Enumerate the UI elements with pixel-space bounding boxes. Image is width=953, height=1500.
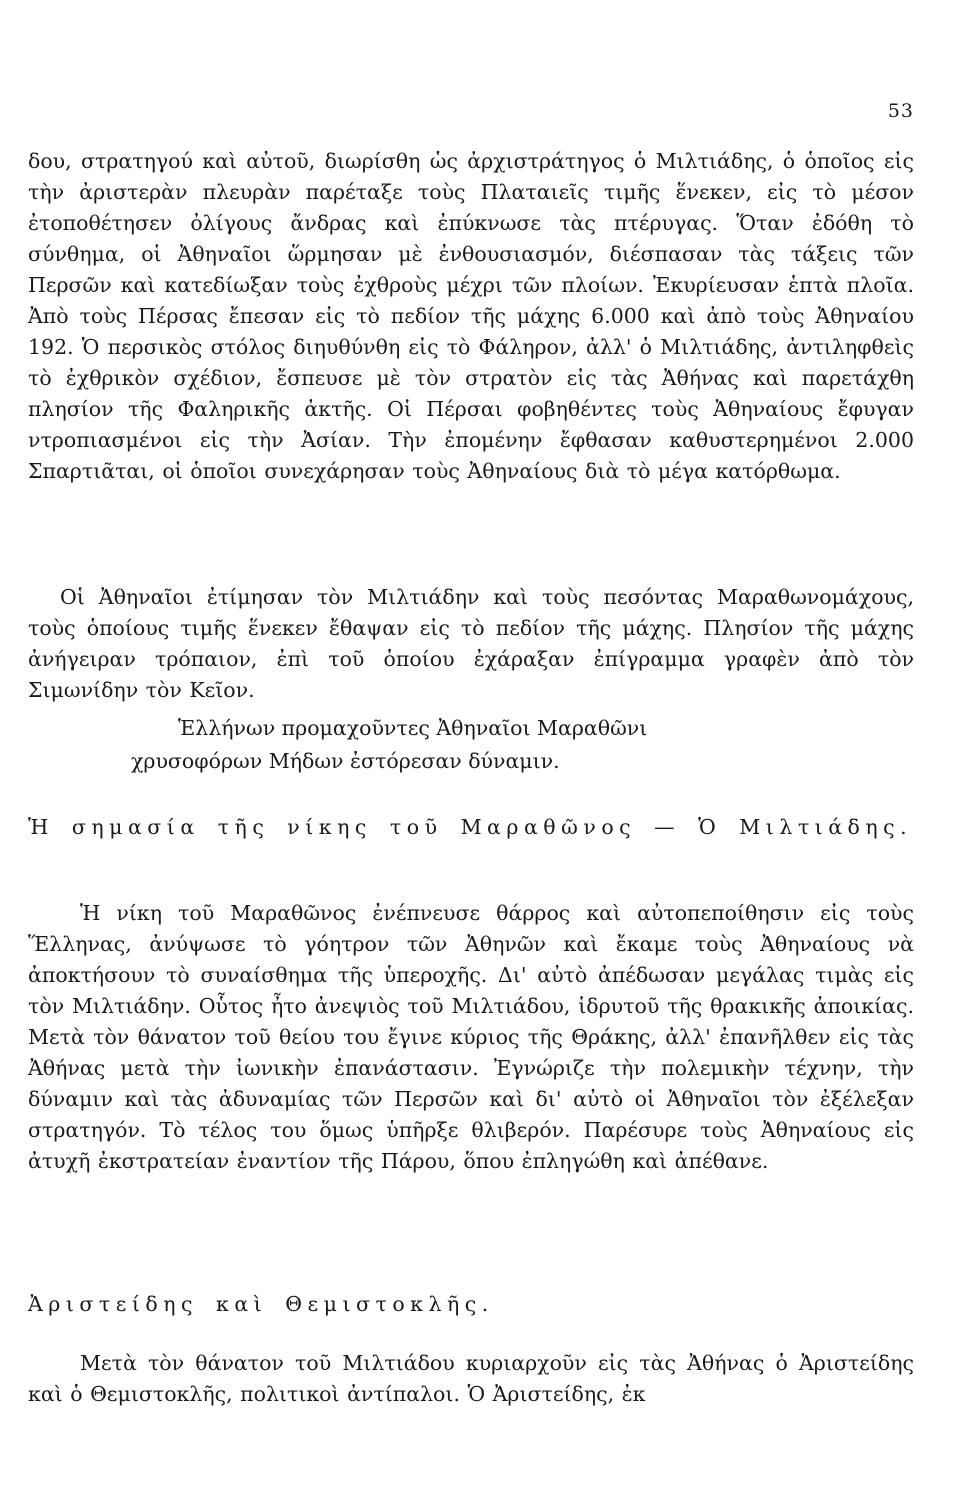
page-number: 53	[887, 100, 914, 122]
paragraph-marathon-battle: δου, στρατηγού καὶ αὐτοῦ, διωρίσθη ὡς ἀρχιστράτηγος ὁ Μιλτιάδης, ὁ ὁποῖος εἰς τὴν ἀριστερὰν πλευρὰν παρέταξε τοὺς Πλαταιεῖς τιμῆς ἕνεκεν, εἰς τὸ μέσον ἐτοποθέτησεν ὀλίγους ἄνδρας καὶ ἐπύκνωσε τὰς πτέρυγας. Ὅταν ἐδόθη τὸ σύνθημα, οἱ Ἀθηναῖοι ὥρμησαν μὲ ἐνθουσιασμόν, διέσπασαν τὰς τάξεις τῶν Περσῶν καὶ κατεδίωξαν τοὺς ἐχθροὺς μέχρι τῶν πλοίων. Ἐκυρίευσαν ἑπτὰ πλοῖα. Ἀπὸ τοὺς Πέρσας ἔπεσαν εἰς τὸ πεδίον τῆς μάχης 6.000 καὶ ἀπὸ τοὺς Ἀθηναίου 192. Ὁ περσικὸς στόλος διηυθύνθη εἰς τὸ Φάληρον, ἀλλ' ὁ Μιλτιάδης, ἀντιληφθεὶς τὸ ἐχθρικὸν σχέδιον, ἔσπευσε μὲ τὸν στρατὸν εἰς τὰς Ἀθήνας καὶ παρετάχθη πλησίον τῆς Φαληρικῆς ἀκτῆς. Οἱ Πέρσαι φοβηθέντες τοὺς Ἀθηναίους ἔφυγαν ντροπιασμένοι εἰς τὴν Ἀσίαν. Τὴν ἐπομένην ἔφθασαν καθυστερημένοι 2.000 Σπαρτιᾶται, οἱ ὁποῖοι συνεχάρησαν τοὺς Ἀθηναίους διὰ τὸ μέγα κατόρθωμα.	[28, 149, 914, 483]
book-page	[28, 0, 914, 1500]
paragraph-aristides: Μετὰ τὸν θάνατον τοῦ Μιλτιάδου κυριαρχοῦν εἰς τὰς Ἀθήνας ὁ Ἀριστείδης καὶ ὁ Θεμιστοκλῆς, πολιτικοὶ ἀντίπαλοι. Ὁ Ἀριστείδης, ἐκ	[28, 1351, 914, 1406]
paragraph-significance: Ἡ νίκη τοῦ Μαραθῶνος ἐνέπνευσε θάρρος καὶ αὐτοπεποίθησιν εἰς τοὺς Ἕλληνας, ἀνύψωσε τὸ γόητρον τῶν Ἀθηνῶν καὶ ἔκαμε τοὺς Ἀθηναίους νὰ ἀποκτήσουν τὸ συναίσθημα τῆς ὑπεροχῆς. Δι' αὐτὸ ἀπέδωσαν μεγάλας τιμὰς εἰς τὸν Μιλτιάδην. Οὗτος ἦτο ἀνεψιὸς τοῦ Μιλτιάδου, ἱδρυτοῦ τῆς θρακικῆς ἀποικίας. Μετὰ τὸν θάνατον τοῦ θείου του ἔγινε κύριος τῆς Θράκης, ἀλλ' ἐπανῆλθεν εἰς τὰς Ἀθήνας μετὰ τὴν ἰωνικὴν ἐπανάστασιν. Ἐγνώριζε τὴν πολεμικὴν τέχνην, τὴν δύναμιν καὶ τὰς ἀδυναμίας τῶν Περσῶν καὶ δι' αὐτὸ οἱ Ἀθηναῖοι τὸν ἐξέλεξαν στρατηγόν. Τὸ τέλος του ὅμως ὑπῆρξε θλιβερόν. Παρέσυρε τοὺς Ἀθηναίους εἰς ἀτυχῆ ἐκστρατείαν ἐναντίον τῆς Πάρου, ὅπου ἐπληγώθη καὶ ἀπέθανε.	[28, 901, 914, 1173]
epigram-line-2: χρυσοφόρων Μήδων ἐστόρεσαν δύναμιν.	[131, 749, 560, 773]
epigram-line-1: Ἑλλήνων προμαχοῦντες Ἀθηναῖοι Μαραθῶνι	[178, 716, 648, 740]
section-heading-significance: Ἡ σημασία τῆς νίκης τοῦ Μαραθῶνος — Ὁ Μιλτιάδης.	[28, 815, 913, 839]
section-heading-aristides-themistocles: Ἀριστείδης καὶ Θεμιστοκλῆς.	[28, 1292, 494, 1316]
paragraph-honors: Οἱ Ἀθηναῖοι ἐτίμησαν τὸν Μιλτιάδην καὶ τοὺς πεσόντας Μαραθωνομάχους, τοὺς ὁποίους τιμῆς ἕνεκεν ἔθαψαν εἰς τὸ πεδίον τῆς μάχης. Πλησίον τῆς μάχης ἀνήγειραν τρόπαιον, ἐπὶ τοῦ ὁποίου ἐχάραξαν ἐπίγραμμα γραφὲν ἀπὸ τὸν Σιμωνίδην τὸν Κεῖον.	[28, 585, 914, 702]
